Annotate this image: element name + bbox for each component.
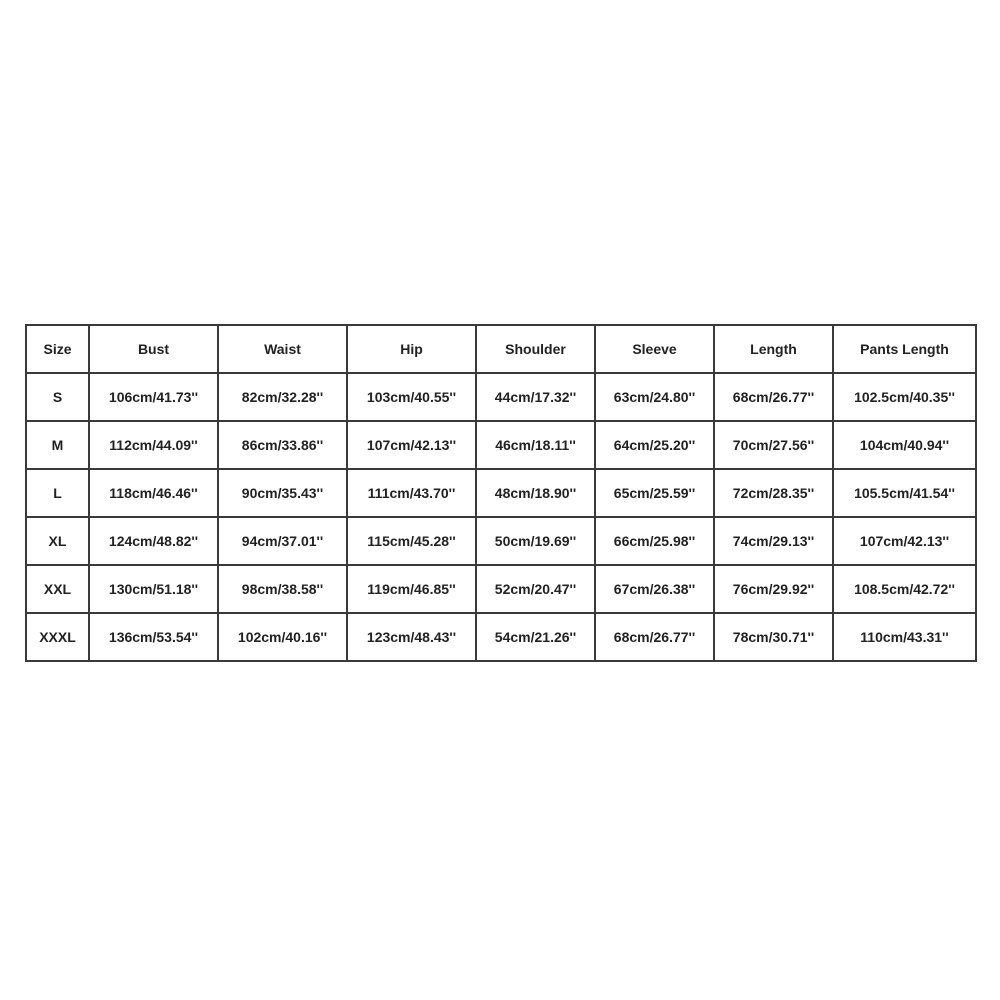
size-cell: XXXL: [26, 613, 89, 661]
pants-length-cell: 110cm/43.31'': [833, 613, 976, 661]
waist-cell: 94cm/37.01'': [218, 517, 347, 565]
table-row: [26, 565, 976, 613]
length-cell: 78cm/30.71'': [714, 613, 833, 661]
length-cell: 74cm/29.13'': [714, 517, 833, 565]
bust-cell: 118cm/46.46'': [89, 469, 218, 517]
sleeve-cell: 67cm/26.38'': [595, 565, 714, 613]
header-pants-length: Pants Length: [833, 325, 976, 373]
length-cell: 68cm/26.77'': [714, 373, 833, 421]
header-waist: Waist: [218, 325, 347, 373]
header-hip: Hip: [347, 325, 476, 373]
shoulder-cell: 48cm/18.90'': [476, 469, 595, 517]
table-row: [26, 373, 976, 421]
size-chart-table: [25, 324, 977, 662]
shoulder-cell: 52cm/20.47'': [476, 565, 595, 613]
hip-cell: 123cm/48.43'': [347, 613, 476, 661]
hip-cell: 103cm/40.55'': [347, 373, 476, 421]
table-row: [26, 517, 976, 565]
size-cell: XXL: [26, 565, 89, 613]
bust-cell: 124cm/48.82'': [89, 517, 218, 565]
hip-cell: 119cm/46.85'': [347, 565, 476, 613]
shoulder-cell: 46cm/18.11'': [476, 421, 595, 469]
header-length: Length: [714, 325, 833, 373]
waist-cell: 86cm/33.86'': [218, 421, 347, 469]
sleeve-cell: 68cm/26.77'': [595, 613, 714, 661]
length-cell: 72cm/28.35'': [714, 469, 833, 517]
size-cell: S: [26, 373, 89, 421]
header-sleeve: Sleeve: [595, 325, 714, 373]
waist-cell: 102cm/40.16'': [218, 613, 347, 661]
table-row: [26, 469, 976, 517]
shoulder-cell: 44cm/17.32'': [476, 373, 595, 421]
hip-cell: 115cm/45.28'': [347, 517, 476, 565]
bust-cell: 112cm/44.09'': [89, 421, 218, 469]
sleeve-cell: 64cm/25.20'': [595, 421, 714, 469]
bust-cell: 106cm/41.73'': [89, 373, 218, 421]
size-cell: M: [26, 421, 89, 469]
pants-length-cell: 102.5cm/40.35'': [833, 373, 976, 421]
sleeve-cell: 63cm/24.80'': [595, 373, 714, 421]
header-size: Size: [26, 325, 89, 373]
header-bust: Bust: [89, 325, 218, 373]
pants-length-cell: 105.5cm/41.54'': [833, 469, 976, 517]
waist-cell: 82cm/32.28'': [218, 373, 347, 421]
hip-cell: 111cm/43.70'': [347, 469, 476, 517]
shoulder-cell: 54cm/21.26'': [476, 613, 595, 661]
sleeve-cell: 65cm/25.59'': [595, 469, 714, 517]
length-cell: 76cm/29.92'': [714, 565, 833, 613]
waist-cell: 90cm/35.43'': [218, 469, 347, 517]
size-cell: L: [26, 469, 89, 517]
header-shoulder: Shoulder: [476, 325, 595, 373]
length-cell: 70cm/27.56'': [714, 421, 833, 469]
pants-length-cell: 107cm/42.13'': [833, 517, 976, 565]
table-row: [26, 613, 976, 661]
pants-length-cell: 108.5cm/42.72'': [833, 565, 976, 613]
hip-cell: 107cm/42.13'': [347, 421, 476, 469]
pants-length-cell: 104cm/40.94'': [833, 421, 976, 469]
bust-cell: 130cm/51.18'': [89, 565, 218, 613]
sleeve-cell: 66cm/25.98'': [595, 517, 714, 565]
shoulder-cell: 50cm/19.69'': [476, 517, 595, 565]
bust-cell: 136cm/53.54'': [89, 613, 218, 661]
header-row: [26, 325, 976, 373]
table-row: [26, 421, 976, 469]
size-cell: XL: [26, 517, 89, 565]
waist-cell: 98cm/38.58'': [218, 565, 347, 613]
